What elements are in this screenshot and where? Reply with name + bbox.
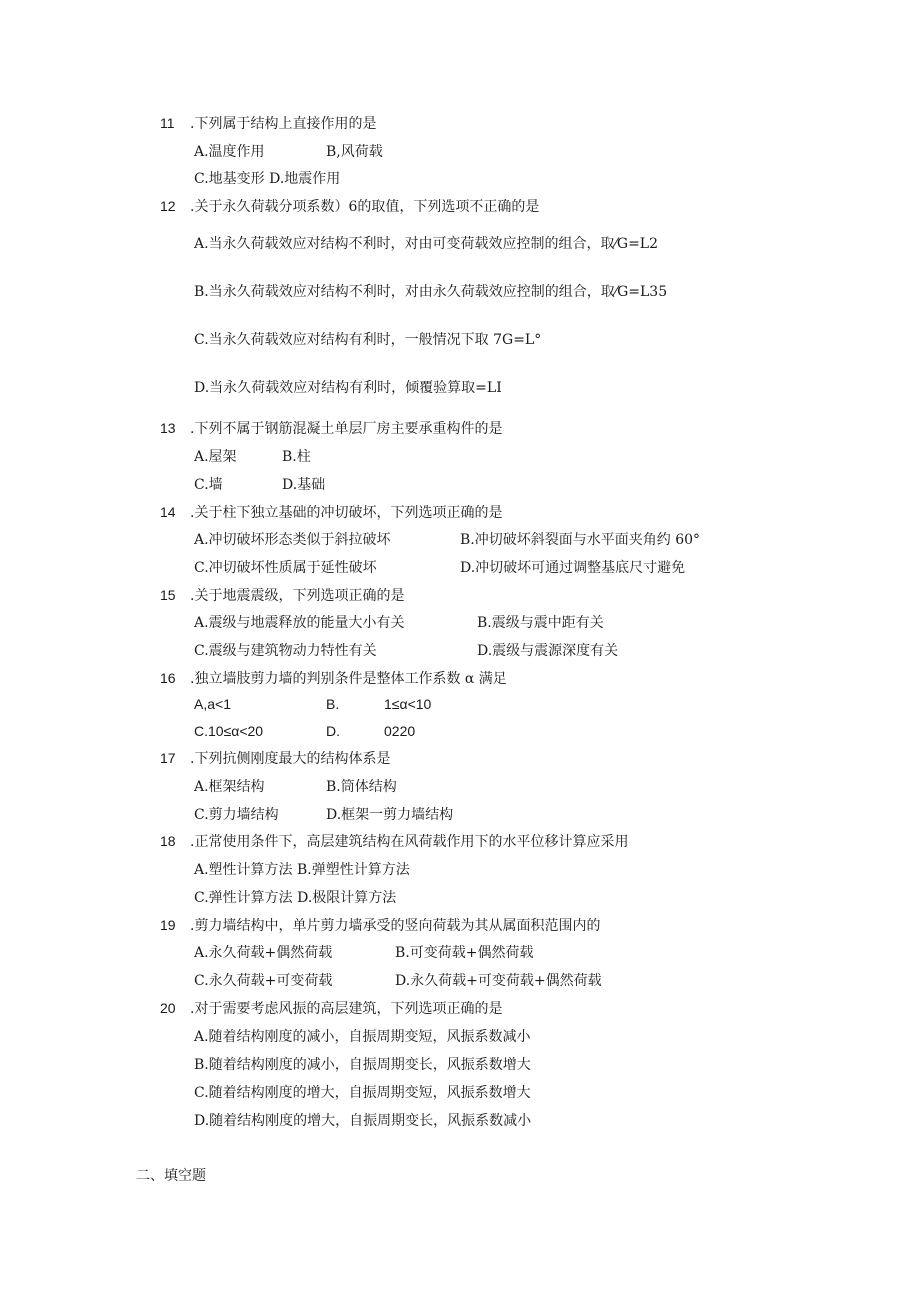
option-d: D.当永久荷载效应对结构有利时，倾覆验算取=LI — [194, 380, 502, 396]
question-text: .关于柱下独立基础的冲切破坏，下列选项正确的是 — [190, 505, 503, 521]
question-text: .正常使用条件下，高层建筑结构在风荷载作用下的水平位移计算应采用 — [190, 834, 629, 850]
option-a-b: A.塑性计算方法 B.弹塑性计算方法 — [194, 862, 410, 878]
question-number: 13 — [160, 420, 176, 436]
option-c: C.当永久荷载效应对结构有利时，一般情况下取 7G=L° — [194, 332, 542, 348]
section-title: 二、填空题 — [136, 1168, 206, 1184]
question-text: .剪力墙结构中，单片剪力墙承受的竖向荷载为其从属面积范围内的 — [190, 918, 601, 934]
option-d: D.冲切破坏可通过调整基底尺寸避免 — [460, 560, 686, 576]
option-c-d: C.弹性计算方法 D.极限计算方法 — [194, 890, 397, 906]
option-a: A.当永久荷载效应对结构不利时，对由可变荷载效应控制的组合，取⁄G=L2 — [194, 236, 659, 252]
option-b: B.当永久荷载效应对结构不利时，对由永久荷载效应控制的组合，取⁄G=L35 — [194, 284, 668, 300]
option-c: C.随着结构刚度的增大，自振周期变短，风振系数增大 — [194, 1085, 531, 1101]
option-c: C.震级与建筑物动力特性有关 — [194, 643, 377, 659]
question-number: 14 — [160, 504, 176, 520]
option-d: D.基础 — [282, 477, 326, 493]
option-d: D.框架一剪力墙结构 — [326, 807, 454, 823]
option-d: D.永久荷载+可变荷载+偶然荷载 — [395, 973, 602, 989]
question-text: .下列不属于钢筋混凝土单层厂房主要承重构件的是 — [190, 421, 503, 437]
option-b: B.震级与震中距有关 — [477, 615, 604, 631]
option-c: C.冲切破坏性质属于延性破坏 — [194, 560, 377, 576]
option-a: A.框架结构 — [194, 779, 265, 795]
option-a: A.永久荷载+偶然荷载 — [194, 945, 333, 961]
option-a: A.温度作用 — [194, 144, 265, 160]
option-d-label: D. — [326, 723, 340, 739]
question-text: .关于永久荷载分项系数）6的取值，下列选项不正确的是 — [190, 199, 540, 215]
question-number: 11 — [160, 115, 175, 131]
question-17 — [160, 748, 390, 768]
option-c: C.永久荷载+可变荷载 — [194, 973, 333, 989]
option-c-d: C.地基变形 D.地震作用 — [194, 171, 341, 187]
question-text: .下列抗侧刚度最大的结构体系是 — [190, 751, 391, 767]
option-a: A,a<1 — [194, 696, 231, 712]
question-number: 20 — [160, 1000, 176, 1016]
question-number: 16 — [160, 670, 176, 686]
question-18 — [160, 831, 628, 851]
question-14 — [160, 502, 502, 522]
option-a: A.随着结构刚度的减小，自振周期变短，风振系数减小 — [194, 1029, 531, 1045]
question-number: 17 — [160, 750, 176, 766]
question-number: 19 — [160, 917, 176, 933]
question-number: 15 — [160, 587, 176, 603]
option-d: D.震级与震源深度有关 — [477, 643, 619, 659]
question-19 — [160, 915, 600, 935]
option-b: B.随着结构刚度的减小，自振周期变长，风振系数增大 — [194, 1057, 531, 1073]
option-c: C.10≤α<20 — [194, 723, 264, 739]
question-text: .对于需要考虑风振的高层建筑，下列选项正确的是 — [190, 1001, 503, 1017]
question-text: .独立墙肢剪力墙的判别条件是整体工作系数 α 满足 — [190, 671, 507, 687]
option-d: D.随着结构刚度的增大，自振周期变长，风振系数减小 — [194, 1113, 532, 1129]
option-b: B,风荷载 — [326, 144, 383, 160]
question-12 — [160, 196, 539, 216]
option-b: B.冲切破坏斜裂面与水平面夹角约 60° — [460, 532, 701, 548]
question-11 — [160, 113, 376, 133]
question-20 — [160, 998, 502, 1018]
question-number: 12 — [160, 198, 176, 214]
question-text: .关于地震震级，下列选项正确的是 — [190, 588, 405, 604]
option-b-label: B. — [326, 696, 340, 712]
option-a: A.冲切破坏形态类似于斜拉破坏 — [194, 532, 391, 548]
question-16 — [160, 668, 507, 688]
option-b: B.柱 — [282, 449, 311, 465]
option-a: A.震级与地震释放的能量大小有关 — [194, 615, 405, 631]
option-b-value: 1≤α<10 — [384, 696, 432, 712]
option-b: B.筒体结构 — [326, 779, 397, 795]
question-15 — [160, 585, 404, 605]
option-a: A.屋架 — [194, 449, 237, 465]
option-c: C.剪力墙结构 — [194, 807, 279, 823]
option-b: B.可变荷载+偶然荷载 — [395, 945, 534, 961]
question-number: 18 — [160, 833, 176, 849]
question-13 — [160, 418, 502, 438]
option-d-value: 0220 — [384, 723, 416, 739]
question-text: .下列属于结构上直接作用的是 — [190, 116, 377, 132]
option-c: C.墙 — [194, 477, 223, 493]
